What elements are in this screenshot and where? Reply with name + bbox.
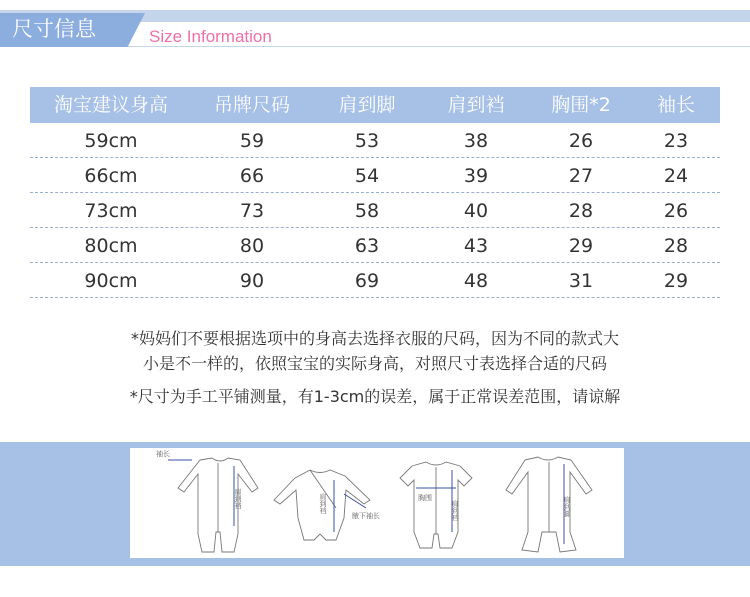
table-cell: 63 [354,235,380,257]
table-cell: 90cm [84,270,138,292]
table-row [30,158,720,193]
table-row [30,123,720,158]
romper-short-sleeve-figure [400,462,472,548]
label-underarm-sleeve: 腋下袖长 [352,512,380,520]
table-cell: 43 [463,235,489,257]
label-shoulder-crotch-3: 肩到裆 [451,500,459,521]
table-cell: 66 [239,165,265,187]
romper-long-sleeve-figure [178,458,258,552]
table-cell: 80cm [84,235,138,257]
table-cell: 73cm [84,200,138,222]
table-cell: 54 [354,165,380,187]
table-cell: 69 [354,270,380,292]
col-header-tag-size: 吊牌尺码 [213,94,290,116]
romper-footed-figure [506,457,592,552]
table-cell: 80 [239,235,265,257]
table-row [30,263,720,298]
table-cell: 40 [463,200,489,222]
page-subtitle: Size Information [149,27,272,46]
label-shoulder-crotch: 肩到裆 [234,488,242,509]
col-header-sleeve: 袖长 [656,94,695,116]
table-cell: 26 [663,200,689,222]
underarm-sleeve-measure-line [344,494,366,508]
table-cell: 59cm [84,130,138,152]
size-table [30,87,720,298]
table-cell: 48 [463,270,489,292]
table-cell: 28 [568,200,594,222]
note-line-2: 小是不一样的，依照宝宝的实际身高，对照尺寸表选择合适的尺码 [142,354,607,373]
table-cell: 26 [568,130,594,152]
table-cell: 53 [354,130,380,152]
note-line-3: *尺寸为手工平铺测量，有1-3cm的误差，属于正常误差范围，请谅解 [129,387,621,406]
table-cell: 29 [568,235,594,257]
table-row [30,228,720,263]
col-header-shoulder-crotch: 肩到裆 [447,94,505,116]
col-header-shoulder-foot: 肩到脚 [338,94,396,116]
table-cell: 24 [663,165,689,187]
table-cell: 73 [239,200,265,222]
table-cell: 59 [239,130,265,152]
table-cell: 66cm [84,165,138,187]
table-cell: 39 [463,165,489,187]
label-shoulder-foot: 肩到脚 [563,496,571,517]
col-header-chest: 胸围*2 [551,94,611,116]
label-shoulder-crotch-2: 肩到裆 [319,493,327,514]
table-cell: 38 [463,130,489,152]
col-header-height: 淘宝建议身高 [53,94,168,116]
table-cell: 23 [663,130,689,152]
measurement-diagram [130,448,624,558]
table-cell: 58 [354,200,380,222]
table-header [30,87,720,123]
measurement-diagram-panel [130,448,624,558]
table-cell: 28 [663,235,689,257]
label-chest: 胸围 [418,494,432,502]
table-cell: 27 [568,165,594,187]
label-sleeve: 袖长 [156,450,170,458]
table-row [30,193,720,228]
table-cell: 90 [239,270,265,292]
note-line-1: *妈妈们不要根据选项中的身高去选择衣服的尺码，因为不同的款式大 [130,329,619,348]
table-cell: 29 [663,270,689,292]
page-title: 尺寸信息 [12,17,96,41]
title-underline [128,46,750,47]
table-cell: 31 [568,270,594,292]
